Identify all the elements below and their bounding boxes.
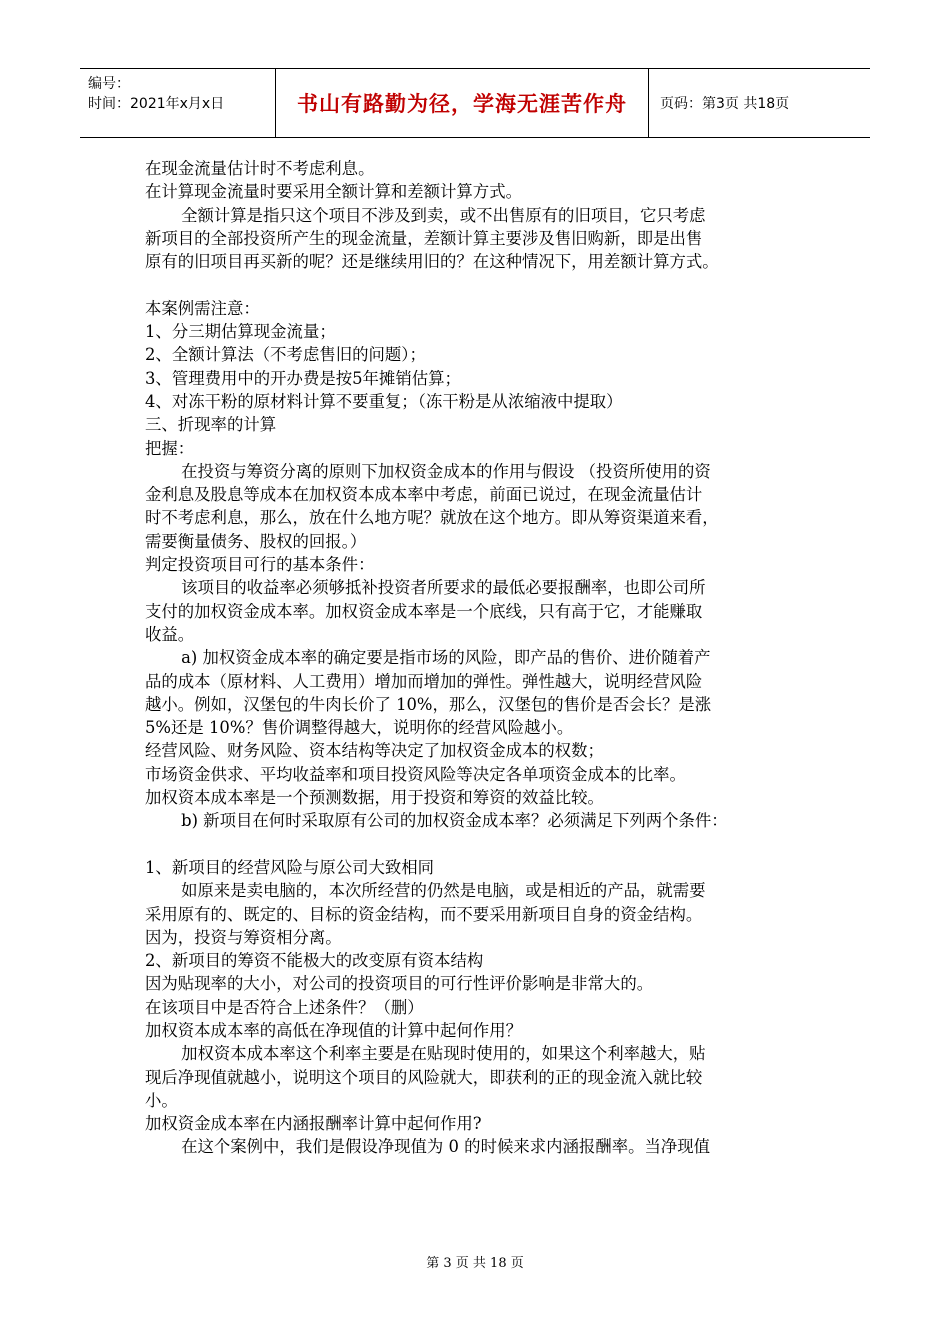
body-line: 采用原有的、既定的、目标的资金结构，而不要采用新项目自身的资金结构。	[145, 904, 703, 924]
header-divider	[648, 69, 649, 137]
body-line: 5%还是 10%？售价调整得越大，说明你的经营风险越小。	[145, 718, 574, 738]
body-line: 加权资本成本率是一个预测数据，用于投资和筹资的效益比较。	[145, 788, 604, 808]
body-line: 把握：	[145, 438, 195, 458]
body-line: 新项目的全部投资所产生的现金流量，差额计算主要涉及售旧购新，即是出售	[145, 228, 703, 248]
section-heading: 三、折现率的计算	[145, 415, 277, 435]
body-line: 如原来是卖电脑的，本次所经营的仍然是电脑，或是相近的产品，就需要	[181, 881, 706, 901]
body-line: 全额计算是指只这个项目不涉及到卖，或不出售原有的旧项目，它只考虑	[181, 205, 706, 225]
body-line: 经营风险、财务风险、资本结构等决定了加权资金成本的权数；	[145, 741, 604, 761]
document-body	[145, 157, 825, 1159]
list-item: 3、管理费用中的开办费是按5年摊销估算；	[145, 368, 461, 388]
body-line: 加权资金成本率在内涵报酬率计算中起何作用?	[145, 1114, 482, 1134]
body-line: 在该项目中是否符合上述条件？（删）	[145, 997, 424, 1017]
body-line: 在计算现金流量时要采用全额计算和差额计算方式。	[145, 182, 522, 202]
header-motto: 书山有路勤为径，学海无涯苦作舟	[297, 92, 627, 116]
body-line: 在这个案例中，我们是假设净现值为 0 的时候来求内涵报酬率。当净现值	[181, 1137, 711, 1157]
list-item: 4、对冻干粉的原材料计算不要重复；（冻干粉是从浓缩液中提取）	[145, 391, 623, 411]
body-line: 小。	[145, 1090, 178, 1110]
body-line: 品的成本（原材料、人工费用）增加而增加的弹性。弹性越大，说明经营风险	[145, 671, 703, 691]
body-line: 收益。	[145, 624, 195, 644]
list-item: 1、分三期估算现金流量；	[145, 322, 336, 342]
body-line: 金利息及股息等成本在加权资本成本率中考虑，前面已说过，在现金流量估计	[145, 485, 703, 505]
body-line: 市场资金供求、平均收益率和项目投资风险等决定各单项资金成本的比率。	[145, 764, 686, 784]
body-line: 本案例需注意：	[145, 298, 260, 318]
page-header	[80, 68, 870, 138]
body-line: a) 加权资金成本率的确定要是指市场的风险，即产品的售价、进价随着产	[181, 648, 711, 668]
body-line: 原有的旧项目再买新的呢？还是继续用旧的？在这种情况下，用差额计算方式。	[145, 252, 719, 272]
list-item: 2、新项目的筹资不能极大的改变原有资本结构	[145, 951, 484, 971]
header-page-info: 页码：第3页 共18页	[660, 96, 790, 112]
body-line: 在投资与筹资分离的原则下加权资金成本的作用与假设 （投资所使用的资	[181, 461, 711, 481]
body-line: 时不考虑利息，那么，放在什么地方呢？就放在这个地方。即从筹资渠道来看，	[145, 508, 719, 528]
header-number: 编号：	[88, 76, 130, 92]
header-date: 时间：2021年x月x日	[88, 96, 225, 112]
list-item: 2、全额计算法（不考虑售旧的问题）；	[145, 345, 426, 365]
body-line: 支付的加权资金成本率。加权资金成本率是一个底线，只有高于它，才能赚取	[145, 601, 703, 621]
body-line: 判定投资项目可行的基本条件：	[145, 555, 375, 575]
body-line: 需要衡量债务、股权的回报。）	[145, 531, 367, 551]
blank-line	[145, 833, 825, 856]
body-line: 该项目的收益率必须够抵补投资者所要求的最低必要报酬率，也即公司所	[181, 578, 706, 598]
header-meta	[80, 69, 275, 137]
body-line: 加权资本成本率这个利率主要是在贴现时使用的，如果这个利率越大，贴	[181, 1044, 706, 1064]
blank-line	[145, 273, 825, 296]
list-item: 1、新项目的经营风险与原公司大致相同	[145, 857, 435, 877]
body-line: 加权资本成本率的高低在净现值的计算中起何作用？	[145, 1020, 522, 1040]
body-line: 越小。例如，汉堡包的牛肉长价了 10%，那么，汉堡包的售价是否会长？是涨	[145, 694, 712, 714]
body-line: 现后净现值就越小，说明这个项目的风险就大，即获利的正的现金流入就比较	[145, 1067, 703, 1087]
body-line: b) 新项目在何时采取原有公司的加权资金成本率？必须满足下列两个条件：	[181, 811, 728, 831]
page-footer: 第 3 页 共 18 页	[426, 1256, 524, 1271]
body-line: 因为，投资与筹资相分离。	[145, 927, 342, 947]
body-line: 在现金流量估计时不考虑利息。	[145, 159, 375, 178]
body-line: 因为贴现率的大小，对公司的投资项目的可行性评价影响是非常大的。	[145, 974, 654, 994]
